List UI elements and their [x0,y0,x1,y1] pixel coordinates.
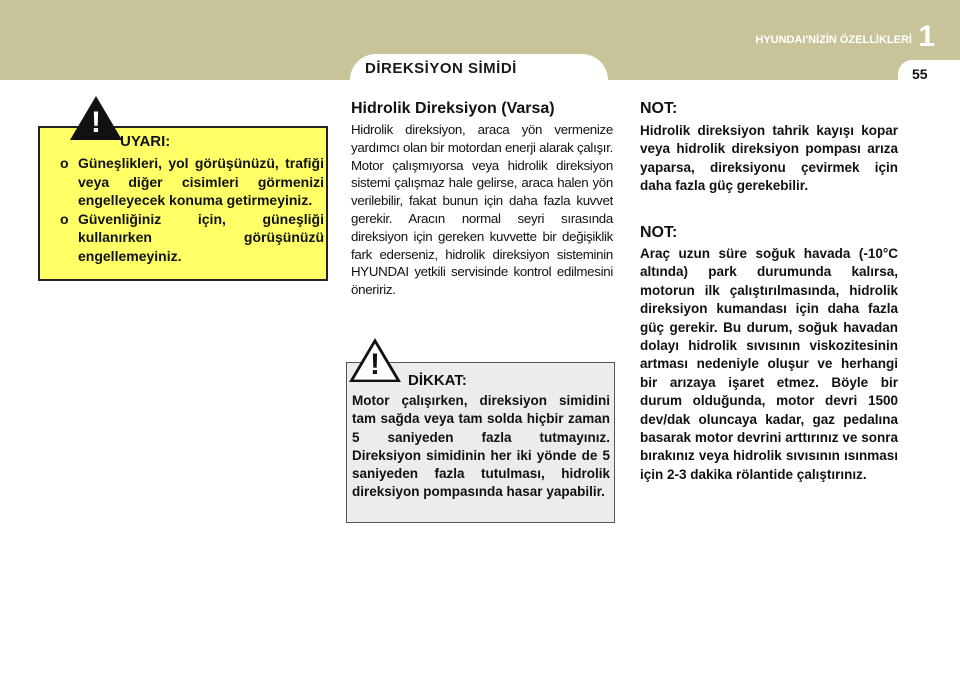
warning-item-text: Güneşlikleri, yol görüşünüzü, trafiği veya diğer cisimleri görmenizi engelleyecek konuma getirmeyiniz. [78,155,324,208]
page-number: 55 [912,66,928,82]
warning-list [48,154,324,265]
page-number-tab [898,60,960,88]
chapter-title: HYUNDAI'NİZİN ÖZELLİKLERİ [755,34,912,46]
warning-item-text: Güvenliğiniz için, güneşliği kullanırken görüşünüzü engellemeyiniz. [78,210,324,264]
note-text: Araç uzun süre soğuk havada (-10°C altında) park durumunda kalırsa, motorun ilk çalıştırılmasında, hidrolik direksiyon kumandası için daha fazla güç gerekir. Bu durum, soğuk havadan dolayı hidrolik sıvısının viskozitesinin artması nedeniyle oluşur ve herhangi bir arızaya işaret etmez. Böyle bir durum olduğunda, motor devri 1500 dev/dak oluncaya kadar, gaz pedalına basarak motor devrini arttırınız ve sonra bırakınız veya hidrolik sıvısının ısınması için 2-3 dakika rölantide çalıştırınız. [640,246,898,482]
power-steering-body: Hidrolik direksiyon, araca yön vermenize yardımcı olan bir motordan enerji alarak çalışır. Motor çalışmıyorsa veya hidrolik direksiyon sistemi çalışmaz hale gelirse, araca halen yön verilebilir, fakat bunun için daha fazla kuvvet gerekir. Aracın normal seyri sırasında direksiyon için gereken kuvvette bir değişiklik fark ederseniz, hidrolik direksiyon sisteminin HYUNDAI yetkili servisinde kontrol edilmesini öneririz. [351,122,613,298]
caution-title: DİKKAT: [408,372,467,389]
warning-item [48,154,324,210]
section-title: DİREKSİYON SİMİDİ [365,60,517,77]
chapter-number: 1 [918,20,935,53]
note-heading: NOT: [640,224,678,241]
warning-triangle-icon: ! [70,96,122,142]
note-heading: NOT: [640,100,678,117]
caution-text: Motor çalışırken, direksiyon simidini tam sağda veya tam solda hiçbir zaman 5 saniyeden fazla tutmayınız. Direksiyon simidinin her iki yönde de 5 saniyeden fazla tutulması, hidrolik direksiyon pompasında hasar yapabilir. [352,393,610,500]
warning-title: UYARI: [120,133,171,150]
caution-triangle-icon: ! [349,338,401,384]
power-steering-heading: Hidrolik Direksiyon (Varsa) [351,100,555,117]
warning-item [48,210,324,266]
bullet: o [60,210,69,227]
note-text: Hidrolik direksiyon tahrik kayışı kopar veya hidrolik direksiyon pompası arıza yaparsa, direksiyonu çevirmek için daha fazla güç gerekebilir. [640,123,898,194]
bullet: o [60,155,69,171]
